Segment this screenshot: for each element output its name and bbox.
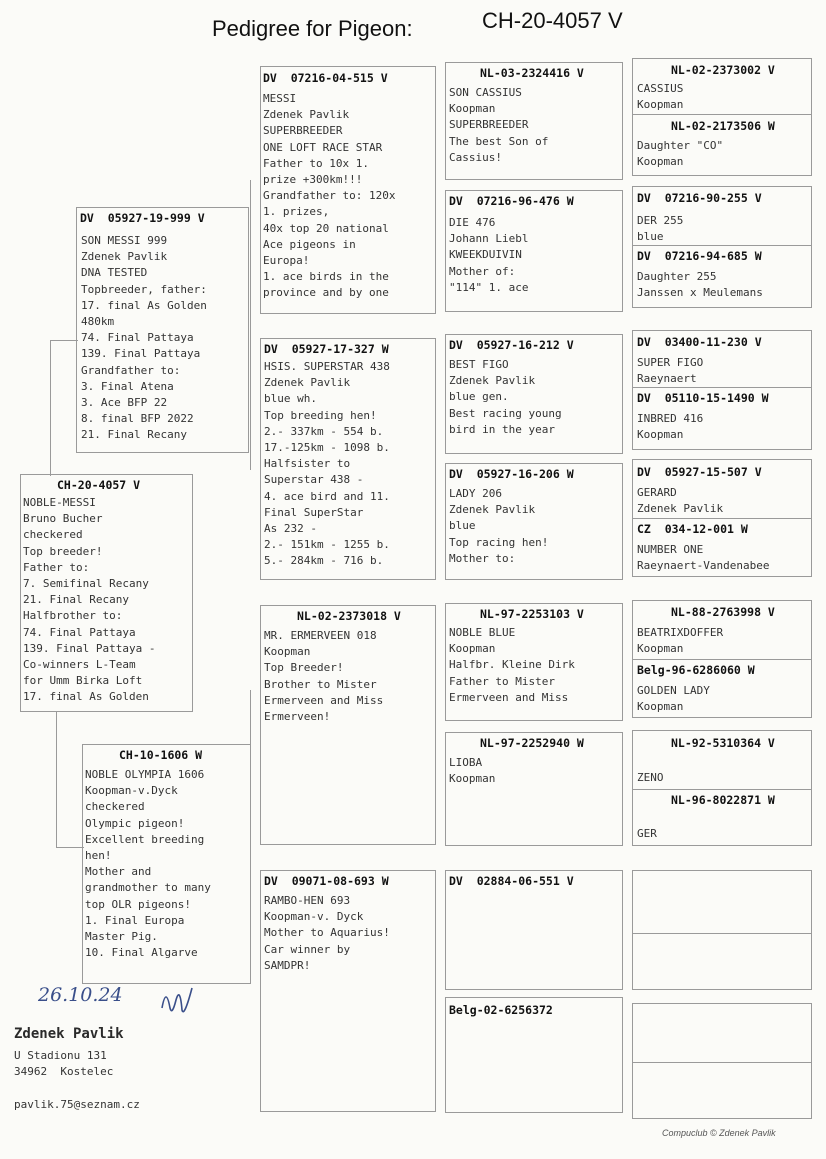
detail-line: Koopman [637,700,684,714]
ring-number: DV 05110-15-1490 W [637,391,769,405]
detail-line: Johann Liebl [449,232,529,246]
detail-line: Zdenek Pavlik [264,376,351,390]
ring-number: NL-92-5310364 V [671,736,775,750]
breeder-name: Zdenek Pavlik [14,1026,124,1042]
detail-line: SUPER FIGO [637,356,704,369]
detail-line: 139. Final Pattaya - [23,641,156,655]
pedigree-card-g5-pair [632,186,812,308]
detail-line: 8. final BFP 2022 [81,412,194,426]
ring-number: DV 07216-96-476 W [449,194,574,208]
detail-line: Ermerveen! [264,710,331,724]
ring-number: DV 09071-08-693 W [264,874,389,888]
pigeon-details [637,213,683,245]
detail-line: BEST FIGO [449,358,509,371]
pigeon-details [264,893,390,974]
detail-line: 3. Final Atena [81,379,174,393]
pedigree-card-g5-pair [632,600,812,718]
detail-line: 5.- 284km - 716 b. [264,554,384,568]
pigeon-details [637,826,657,842]
divider [633,933,811,934]
pedigree-card-g5-empty [632,870,812,990]
detail-line: hen! [85,849,112,863]
pedigree-card-mfm [445,732,623,846]
detail-line: 2.- 337km - 554 b. [264,424,384,438]
detail-line: BEATRIXDOFFER [637,626,724,639]
detail-line: Halfbr. Kleine Dirk [449,658,575,672]
detail-line: RAMBO-HEN 693 [264,894,351,907]
divider [633,789,811,790]
detail-line: Zdenek Pavlik [637,502,724,516]
pedigree-card-ff [260,66,436,314]
pigeon-details [637,411,703,443]
detail-line: Top Breeder! [264,661,344,675]
detail-line: Raeynaert [637,372,697,386]
pigeon-details [449,625,575,706]
detail-line: Brother to Mister [264,677,377,691]
detail-line: 10. Final Algarve [85,946,198,960]
detail-line: ZENO [637,771,664,784]
detail-line: DER 255 [637,214,684,227]
detail-line: checkered [23,528,83,542]
detail-line: 40x top 20 national [263,221,389,235]
pedigree-card-mmf [445,870,623,990]
detail-line: 2.- 151km - 1255 b. [264,538,390,552]
pedigree-card-mf [260,605,436,845]
detail-line: bird in the year [449,422,555,436]
detail-line: Topbreeder, father: [81,282,207,296]
ring-number: DV 03400-11-230 V [637,335,762,349]
ring-number: NL-97-2252940 W [480,736,584,750]
detail-line: Ace pigeons in [263,237,356,251]
ring-number: NL-02-2173506 W [671,119,775,133]
pigeon-details [637,625,723,657]
detail-line: SAMDPR! [264,958,311,972]
detail-line: "114" 1. ace [449,280,529,294]
pigeon-details [264,359,390,570]
pigeon-details [637,770,664,786]
detail-line: Co-winners L-Team [23,658,136,672]
pigeon-details [264,628,383,725]
detail-line: for Umm Birka Loft [23,674,143,688]
detail-line: Father to: [23,560,90,574]
pigeon-details [449,755,495,787]
detail-line: GOLDEN LADY [637,684,710,697]
ring-number: DV 05927-16-212 V [449,338,574,352]
ring-number: NL-03-2324416 V [480,66,584,80]
divider [633,518,811,519]
pigeon-details [449,486,548,567]
detail-line: Koopman-v.Dyck [85,784,178,798]
detail-line: blue gen. [449,390,509,404]
detail-line: Daughter "CO" [637,139,724,152]
detail-line: top OLR pigeons! [85,897,191,911]
detail-line: Grandfather to: [81,363,181,377]
detail-line: Raeynaert-Vandenabee [637,559,770,573]
detail-line: Mother and [85,865,152,879]
detail-line: Koopman-v. Dyck [264,910,364,924]
detail-line: 17. final As Golden [23,690,149,704]
pedigree-card-g5-pair [632,730,812,846]
detail-line: Top breeding hen! [264,408,377,422]
detail-line: 1. ace birds in the [263,270,389,284]
detail-line: 480km [81,315,115,329]
pigeon-details [23,495,155,706]
detail-line: As 232 - [264,522,317,536]
detail-line: Top racing hen! [449,535,549,549]
detail-line: Koopman [637,428,684,442]
detail-line: 4. ace bird and 11. [264,489,390,503]
pigeon-details [263,91,395,302]
detail-line: INBRED 416 [637,412,704,425]
ring-number: DV 05927-16-206 W [449,467,574,481]
detail-line: Zdenek Pavlik [263,108,350,122]
detail-line: 17.-125km - 1098 b. [264,441,390,455]
detail-line: GER [637,827,657,840]
detail-line: 139. Final Pattaya [81,347,201,361]
detail-line: 21. Final Recany [81,428,187,442]
detail-line: Final SuperStar [264,505,364,519]
ring-number: DV 05927-19-999 V [80,211,205,225]
connector-line [56,847,84,848]
ring-number: NL-02-2373002 V [671,63,775,77]
detail-line: Mother to: [449,551,516,565]
pedigree-card-g5-empty [632,1003,812,1119]
detail-line: DIE 476 [449,216,496,229]
ring-number: CH-20-4057 V [57,478,141,492]
footer-credit: Compuclub © Zdenek Pavlik [662,1128,776,1138]
title-label: Pedigree for Pigeon: [212,16,413,41]
pedigree-card-g5-pair [632,330,812,450]
detail-line: Europa! [263,254,310,268]
detail-line: MESSI [263,92,297,105]
detail-line: Zdenek Pavlik [449,503,536,517]
pigeon-details [449,357,562,438]
pedigree-card-fmm [445,463,623,580]
breeder-email: pavlik.75@seznam.cz [14,1098,140,1111]
ring-number: DV 05927-15-507 V [637,465,762,479]
detail-line: SON CASSIUS [449,86,522,99]
detail-line: SUPERBREEDER [263,124,343,138]
pigeon-details [449,215,528,296]
detail-line: Best racing young [449,406,562,420]
detail-line: province and by one [263,286,389,300]
divider [633,114,811,115]
ring-number: DV 05927-17-327 W [264,342,389,356]
ring-number: DV 07216-94-685 W [637,249,762,263]
pedigree-card-fm [260,338,436,580]
detail-line: Koopman [449,642,496,656]
detail-line: 7. Semifinal Recany [23,577,149,591]
pigeon-details [637,542,769,574]
detail-line: 3. Ace BFP 22 [81,396,168,410]
detail-line: Halfbrother to: [23,609,123,623]
pedigree-card-fmf [445,334,623,454]
detail-line: LIOBA [449,756,483,769]
detail-line: Ermerveen and Miss [264,693,384,707]
pedigree-card-mother [82,744,251,984]
detail-line: 1. Final Europa [85,913,185,927]
detail-line: Father to 10x 1. [263,156,369,170]
ring-number: CZ 034-12-001 W [637,522,748,536]
divider [633,659,811,660]
detail-line: 17. final As Golden [81,298,207,312]
detail-line: NOBLE-MESSI [23,496,96,509]
connector-line [56,712,57,847]
ring-number: NL-02-2373018 V [297,609,401,623]
detail-line: Mother of: [449,264,516,278]
detail-line: 21. Final Recany [23,593,129,607]
divider [633,1062,811,1063]
detail-line: 74. Final Pattaya [23,625,136,639]
detail-line: SUPERBREEDER [449,118,529,132]
detail-line: Koopman [637,155,684,169]
detail-line: Superstar 438 - [264,473,364,487]
detail-line: Father to Mister [449,674,555,688]
detail-line: NUMBER ONE [637,543,704,556]
divider [633,387,811,388]
detail-line: Cassius! [449,150,502,164]
detail-line: blue wh. [264,392,317,406]
detail-line: Olympic pigeon! [85,816,185,830]
ring-number: NL-97-2253103 V [480,607,584,621]
detail-line: 74. Final Pattaya [81,331,194,345]
detail-line: checkered [85,800,145,814]
detail-line: MR. ERMERVEEN 018 [264,629,377,642]
ring-number: DV 07216-04-515 V [263,71,388,85]
detail-line: Car winner by [264,942,351,956]
detail-line: Daughter 255 [637,270,717,283]
detail-line: Halfsister to [264,457,351,471]
pedigree-card-father [76,207,249,453]
detail-line: DNA TESTED [81,266,148,280]
pigeon-details [81,233,207,444]
pigeon-details [85,767,211,961]
ring-number: NL-88-2763998 V [671,605,775,619]
pedigree-card-fff [445,62,623,180]
detail-line: Ermerveen and Miss [449,690,569,704]
detail-line: LADY 206 [449,487,502,500]
title-ring-number: CH-20-4057 V [482,8,623,33]
detail-line: Koopman [637,98,684,112]
detail-line: Zdenek Pavlik [81,250,168,264]
detail-line: Top breeder! [23,544,103,558]
detail-line: SON MESSI 999 [81,234,168,247]
breeder-city: 34962 Kostelec [14,1065,114,1078]
connector-line [250,180,251,470]
detail-line: grandmother to many [85,881,211,895]
ring-number: DV 07216-90-255 V [637,191,762,205]
detail-line: Grandfather to: 120x [263,189,396,203]
detail-line: Excellent breeding [85,832,205,846]
pedigree-card-g5-pair [632,58,812,176]
pedigree-card-ffm [445,190,623,312]
breeder-street: U Stadionu 131 [14,1049,107,1062]
pigeon-details [637,138,723,170]
signature-scribble-icon [158,980,198,1020]
detail-line: CASSIUS [637,82,684,95]
pigeon-details [449,85,548,166]
detail-line: blue [449,519,476,533]
ring-number: NL-96-8022871 W [671,793,775,807]
divider [633,245,811,246]
detail-line: The best Son of [449,134,549,148]
ring-number: Belg-02-6256372 [449,1003,553,1017]
detail-line: HSIS. SUPERSTAR 438 [264,360,390,373]
signature-date: 26.10.24 [38,984,123,1006]
pedigree-card-mmm [445,997,623,1113]
connector-line [50,340,51,476]
detail-line: prize +300km!!! [263,173,363,187]
detail-line: NOBLE OLYMPIA 1606 [85,768,205,781]
ring-number: CH-10-1606 W [119,748,203,762]
connector-line [50,340,78,341]
detail-line: KWEEKDUIVIN [449,248,522,262]
pedigree-card-subject [20,474,193,712]
detail-line: Koopman [449,102,496,116]
pedigree-card-mm [260,870,436,1112]
pigeon-details [637,269,763,301]
detail-line: Zdenek Pavlik [449,374,536,388]
pigeon-details [637,81,683,113]
detail-line: Koopman [264,645,311,659]
detail-line: Janssen x Meulemans [637,286,763,300]
detail-line: Koopman [637,642,684,656]
detail-line: Bruno Bucher [23,512,103,526]
detail-line: GERARD [637,486,677,499]
pedigree-card-g5-pair [632,459,812,577]
detail-line: Koopman [449,772,496,786]
pigeon-details [637,485,723,517]
detail-line: ONE LOFT RACE STAR [263,140,383,154]
detail-line: 1. prizes, [263,205,330,219]
detail-line: blue [637,230,664,244]
detail-line: Mother to Aquarius! [264,926,390,940]
detail-line: NOBLE BLUE [449,626,516,639]
detail-line: Master Pig. [85,930,158,944]
ring-number: DV 02884-06-551 V [449,874,574,888]
pigeon-details [637,683,710,715]
ring-number: Belg-96-6286060 W [637,663,755,677]
pigeon-details [637,355,703,387]
pedigree-card-mff [445,603,623,721]
